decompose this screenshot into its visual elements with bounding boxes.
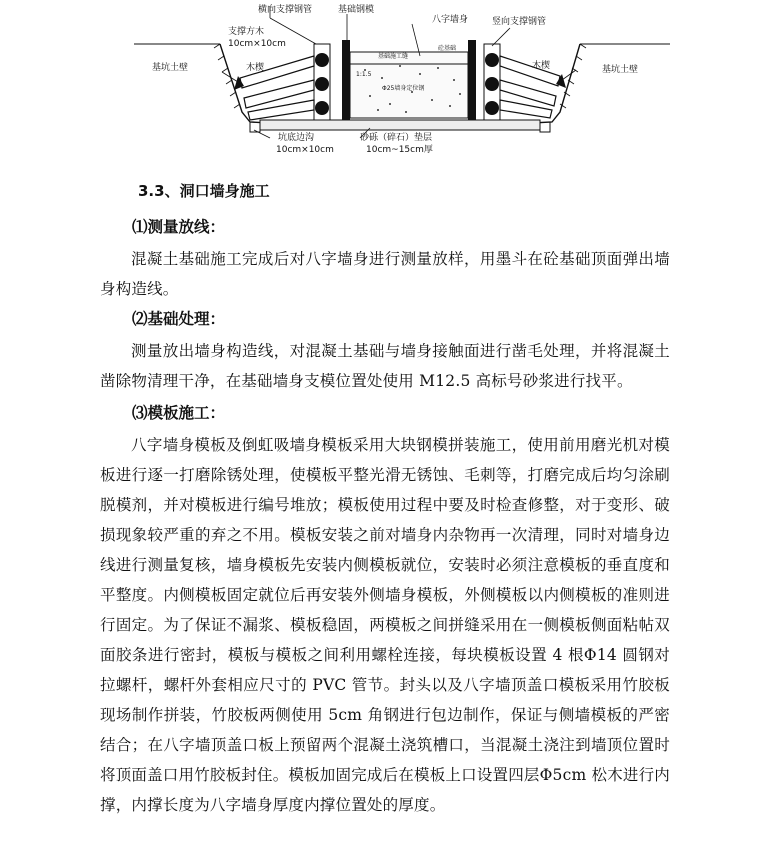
label-wedge-left: 木楔: [246, 63, 265, 73]
paragraph-foundation: [100, 336, 670, 396]
subheading-survey: ⑴测量放线：: [132, 217, 226, 236]
label-horizontal-pipe: 横向支撑钢管: [258, 5, 313, 15]
support-timbers-right: [500, 56, 560, 118]
mold-right: [468, 40, 476, 120]
label-foundation-mold: 基础钢模: [338, 5, 375, 15]
label-pit-wall-left: 基坑土壁: [152, 63, 189, 73]
label-inner-1: 基础施工缝: [378, 53, 409, 60]
label-ditch: 坑底边沟: [278, 133, 315, 143]
label-support-timber: 支撑方木: [228, 27, 265, 37]
label-vertical-pipe: 竖向支撑钢管: [492, 17, 547, 27]
label-inner-4: 1:1.5: [356, 71, 372, 78]
label-inner-3: Φ25墙身定位钢: [382, 85, 425, 92]
subheading-foundation: ⑵基础处理：: [132, 309, 226, 328]
vertical-pipes-right: [484, 44, 500, 120]
paragraph-formwork-text: 八字墙身模板及倒虹吸墙身模板采用大块钢模拼装施工，使用前用磨光机对模板进行逐一打磨除锈处理，使模板平整光滑无锈蚀、毛刺等，打磨完成后均匀涂刷脱模剂，并对模板进行编号堆放；模板使用过程中要及时检查修整，对于变形、破损现象较严重的弃之不用。模板安装之前对墙身内杂物再一次清理，同时对墙身边线进行测量复核，墙身模板先安装内侧模板就位，安装时必须注意模板的垂直度和平整度。内侧模板固定就位后再安装外侧墙身模板，外侧模板以内侧模板的准则进行固定。为了保证不漏浆、模板稳固，两模板之间拼缝采用在一侧模板侧面粘帖双面胶条进行密封，模板与模板之间利用螺栓连接，每块模板设置 4 根Φ14 圆钢对拉螺杆，螺杆外套相应尺寸的 PVC 管节。封头以及八字墙顶盖口模板采用竹胶板现场制作拼装，竹胶板两侧使用 5cm 角钢进行包边制作，保证与侧墙模板的严密结合；在八字墙顶盖口板上预留两个混凝土浇筑槽口，当混凝土浇注到墙顶位置时将顶面盖口用竹胶板封住。模板加固完成后在模板上口设置四层Φ5cm 松木进行内撑，内撑长度为八字墙身厚度内撑位置处的厚度。: [100, 436, 670, 814]
paragraph-formwork: [100, 430, 670, 820]
diagram-svg: [120, 0, 680, 165]
label-timber-size: 10cm×10cm: [228, 39, 286, 49]
label-pit-wall-right: 基坑土壁: [602, 65, 639, 75]
label-cushion-thickness: 10cm~15cm厚: [366, 145, 433, 155]
label-cushion: 砂砾（碎石）垫层: [360, 133, 433, 143]
label-ditch-size: 10cm×10cm: [276, 145, 334, 155]
label-wing-wall: 八字墙身: [432, 15, 469, 25]
ditch-right: [540, 122, 550, 132]
subheading-formwork: ⑶模板施工：: [132, 403, 226, 422]
label-inner-2: 砼基础: [438, 45, 457, 52]
paragraph-survey-text: 混凝土基础施工完成后对八字墙身进行测量放样，用墨斗在砼基础顶面弹出墙身构造线。: [100, 250, 670, 298]
section-heading: 3.3、洞口墙身施工: [138, 182, 270, 200]
mold-left: [342, 40, 350, 120]
label-wedge-right: 木楔: [532, 61, 551, 71]
pit-wall-right: [512, 44, 580, 124]
paragraph-foundation-text: 测量放出墙身构造线，对混凝土基础与墙身接触面进行凿毛处理，并将混凝土凿除物清理干净，在基础墙身支模位置处使用 M12.5 高标号砂浆进行找平。: [100, 342, 670, 390]
cushion-layer: [260, 120, 540, 130]
paragraph-survey: [100, 244, 670, 304]
foundation-formwork-diagram: [120, 0, 680, 165]
vertical-pipes-left: [314, 44, 330, 120]
